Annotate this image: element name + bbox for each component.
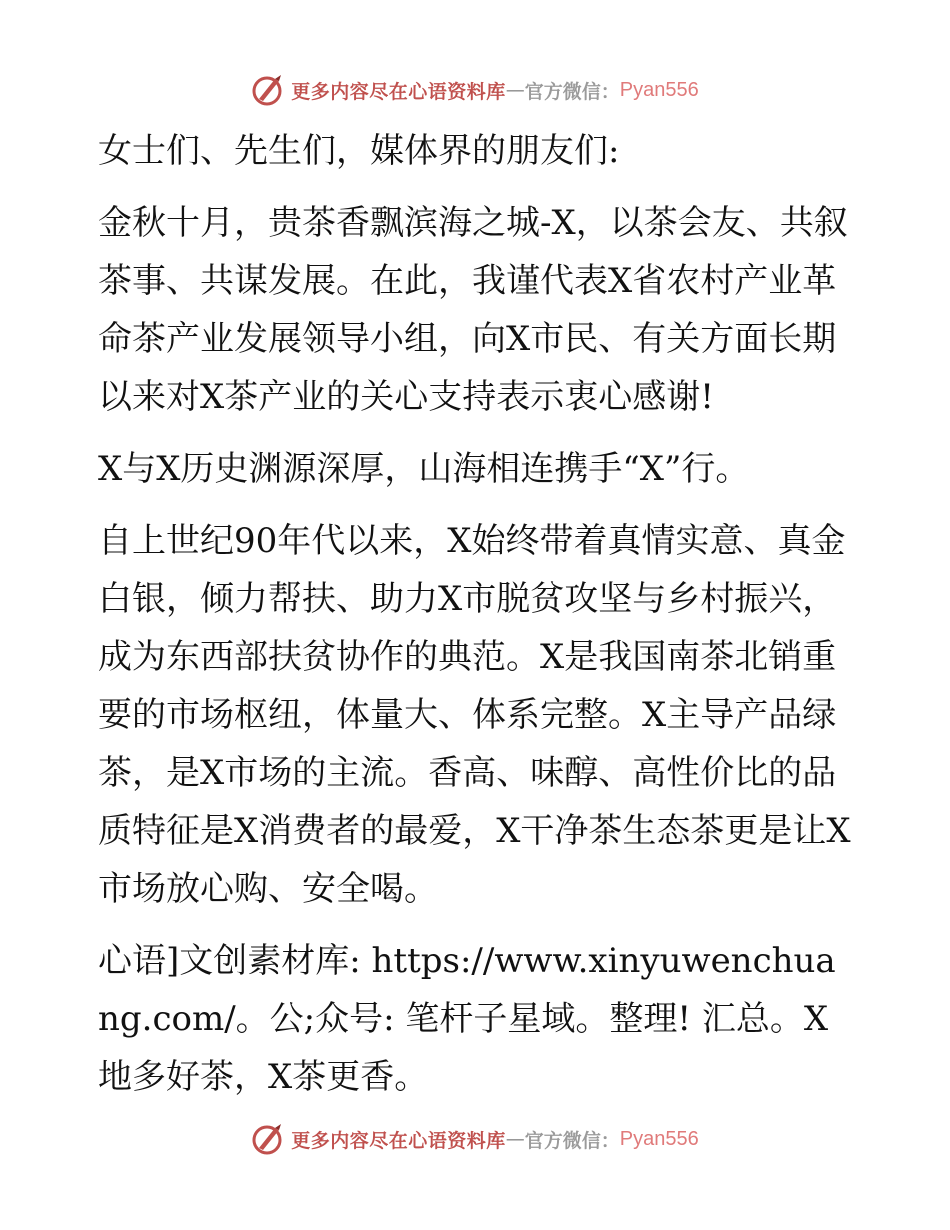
quill-logo-icon (251, 1122, 285, 1156)
paragraph-opening: 金秋十月，贵茶香飘滨海之城-X，以茶会友、共叙茶事、共谋发展。在此，我谨代表X省农村产业革命茶产业发展领导小组，向X市民、有关方面长期以来对X茶产业的关心支持表示衷心感谢! (98, 203, 848, 417)
paragraph-cooperation: 自上世纪90年代以来，X始终带着真情实意、真金白银，倾力帮扶、助力X市脱贫攻坚与乡村振兴，成为东西部扶贫协作的典范。X是我国南茶北销重要的市场枢纽，体量大、体系完整。X主导产品绿茶，是X市场的主流。香高、味醇、高性价比的品质特征是X消费者的最爱，X干净茶生态茶更是让X市场放心购、安全喝。 (98, 521, 851, 909)
footer-banner-text: 更多内容尽在心语资料库 (291, 1129, 506, 1152)
paragraph-source: 心语]文创素材库: https://www.xinyuwenchuang.com/。公;众号: 笔杆子星域。整理! 汇总。X地多好茶，X茶更香。 (98, 941, 836, 1097)
footer-banner-separator: — (505, 1128, 525, 1150)
quill-logo-icon (251, 73, 285, 107)
paragraph-greeting: 女士们、先生们，媒体界的朋友们: (98, 131, 620, 171)
header-banner (0, 70, 950, 110)
document-body (98, 118, 854, 1106)
header-banner-text: 更多内容尽在心语资料库 (291, 80, 506, 103)
footer-banner-wechat-label: 官方微信： (524, 1129, 620, 1152)
paragraph-history: X与X历史渊源深厚，山海相连携手“X”行。 (98, 449, 750, 489)
footer-banner-wechat-id: Pyan556 (619, 1127, 699, 1150)
footer-banner (0, 1119, 950, 1159)
header-banner-wechat-label: 官方微信： (524, 80, 620, 103)
header-banner-separator: — (505, 79, 525, 101)
header-banner-wechat-id: Pyan556 (619, 78, 699, 101)
